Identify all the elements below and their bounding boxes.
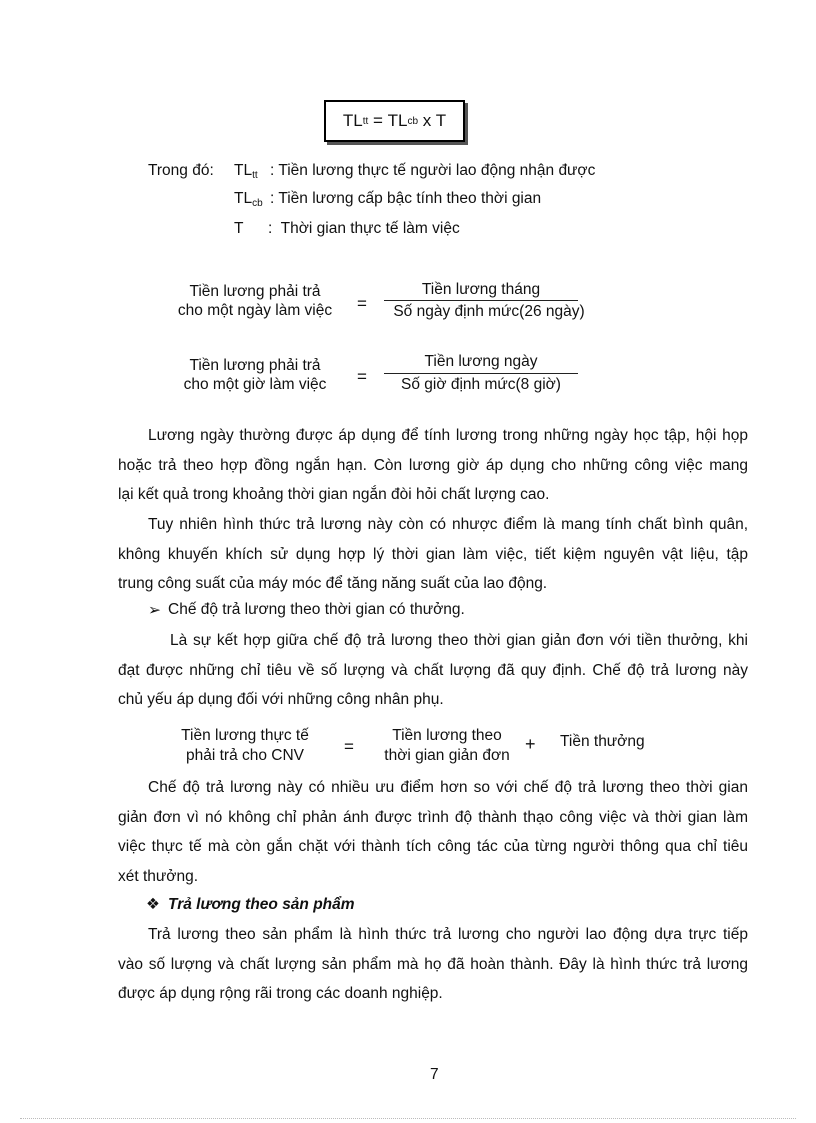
formula-day-equals: = (357, 294, 367, 313)
paragraph-5 (118, 920, 748, 1009)
paragraph-2-line: Tuy nhiên hình thức trả lương này còn có nhược điểm là mang tính chất bình quân, (148, 516, 748, 533)
formula-day-fraction-line (384, 300, 578, 301)
paragraph-1 (118, 421, 748, 510)
formula-bonus-lhs-line1: Tiền lương thực tế (181, 727, 309, 744)
definition-text-t: : Thời gian thực tế làm việc (268, 220, 460, 237)
paragraph-3-line: đạt được những chỉ tiêu về số lượng và chất lượng đã quy định. Chế độ trả lương này (118, 661, 748, 679)
bullet-text: Chế độ trả lương theo thời gian có thưởng. (168, 601, 465, 618)
formula-hour-lhs-line2: cho một giờ làm việc (183, 376, 327, 393)
definitions-lead: Trong đó: (148, 162, 214, 179)
paragraph-1-line: hoặc trả theo hợp đồng ngắn hạn. Còn lương giờ áp dụng cho những công việc mang (118, 456, 748, 474)
paragraph-1-line: lại kết quả trong khoảng thời gian ngắn đòi hỏi chất lượng cao. (118, 486, 550, 503)
formula-box (324, 100, 465, 142)
formula-tl-sub: tt (362, 115, 369, 127)
paragraph-4-line: việc thực tế mà còn gắn chặt với thành tích công tác của từng người thông qua chỉ tiêu (118, 838, 748, 855)
formula-hour-fraction-line (384, 373, 578, 374)
paragraph-4-line: giản đơn vì nó không chỉ phản ánh được trình độ thành thạo công việc và thời gian làm (118, 808, 748, 826)
formula-hour-denominator: Số giờ định mức(8 giờ) (401, 376, 561, 393)
paragraph-3 (118, 626, 748, 715)
definition-symbol-tltt: $TL_{tt}$ (234, 162, 258, 181)
formula-tl-main: TL (342, 111, 363, 130)
formula-bonus-plus: + (525, 734, 536, 754)
paragraph-5-line: được áp dụng rộng rãi trong các doanh nghiệp. (118, 985, 443, 1002)
paragraph-3-line: chủ yếu áp dụng đối với những công nhân phụ. (118, 691, 444, 708)
definition-text-tltt: : Tiền lương thực tế người lao động nhận được (270, 162, 596, 179)
paragraph-4-line: xét thưởng. (118, 867, 198, 885)
paragraph-4 (118, 773, 748, 891)
formula-tail: x T (418, 111, 447, 130)
paragraph-4-line: Chế độ trả lương này có nhiều ưu điểm hơn so với chế độ trả lương theo thời gian (148, 779, 748, 796)
formula-tlcb-main: TL (387, 111, 408, 130)
formula-hour-numerator: Tiền lương ngày (424, 353, 538, 370)
formula-bonus-mid-line2: thời gian giản đơn (384, 747, 510, 764)
definition-symbol-tlcb: $TL_{cb}$ (234, 190, 263, 209)
formula-bonus-mid-line1: Tiền lương theo (392, 727, 502, 744)
formula-day-lhs-line1: Tiền lương phải trả (189, 283, 321, 300)
paragraph-3-line: Là sự kết hợp giữa chế độ trả lương theo thời gian giản đơn với tiền thưởng, khi (170, 632, 748, 649)
formula-day-denominator: Số ngày định mức(26 ngày) (393, 303, 585, 320)
formula-day-lhs-line2: cho một ngày làm việc (177, 302, 333, 319)
definition-symbol-t: T (234, 220, 244, 237)
page-number: 7 (430, 1066, 439, 1083)
paragraph-2 (118, 510, 748, 599)
formula-hour-equals: = (357, 367, 367, 386)
formula-bonus-rhs: Tiền thưởng (560, 733, 645, 750)
section-diamond-icon: ❖ (146, 896, 160, 913)
page-bottom-divider (20, 1118, 796, 1119)
section-title: Trả lương theo sản phẩm (168, 896, 355, 913)
formula-hour-lhs-line1: Tiền lương phải trả (189, 357, 321, 374)
paragraph-5-line: vào số lượng và chất lượng sản phẩm mà họ đã hoàn thành. Đây là hình thức trả lương (118, 955, 748, 973)
formula-day-numerator: Tiền lương tháng (421, 281, 541, 298)
formula-tlcb-sub: cb (407, 115, 419, 127)
paragraph-5-line: Trả lương theo sản phẩm là hình thức trả lương cho người lao động dựa trực tiếp (148, 926, 748, 943)
paragraph-1-line: Lương ngày thường được áp dụng để tính lương trong những ngày học tập, hội họp (148, 427, 748, 444)
formula-bonus-lhs-line2: phải trả cho CNV (185, 747, 305, 764)
formula-eq: = (368, 111, 388, 130)
formula-bonus-equals: = (344, 737, 354, 756)
paragraph-2-line: không khuyến khích sử dụng hợp lý thời gian làm việc, tiết kiệm nguyên vật liệu, tập (118, 545, 748, 563)
paragraph-2-line: trung công suất của máy móc để tăng năng suất của lao động. (118, 575, 548, 592)
definition-text-tlcb: : Tiền lương cấp bậc tính theo thời gian (270, 190, 542, 207)
bullet-arrow-icon: ➢ (148, 602, 161, 619)
